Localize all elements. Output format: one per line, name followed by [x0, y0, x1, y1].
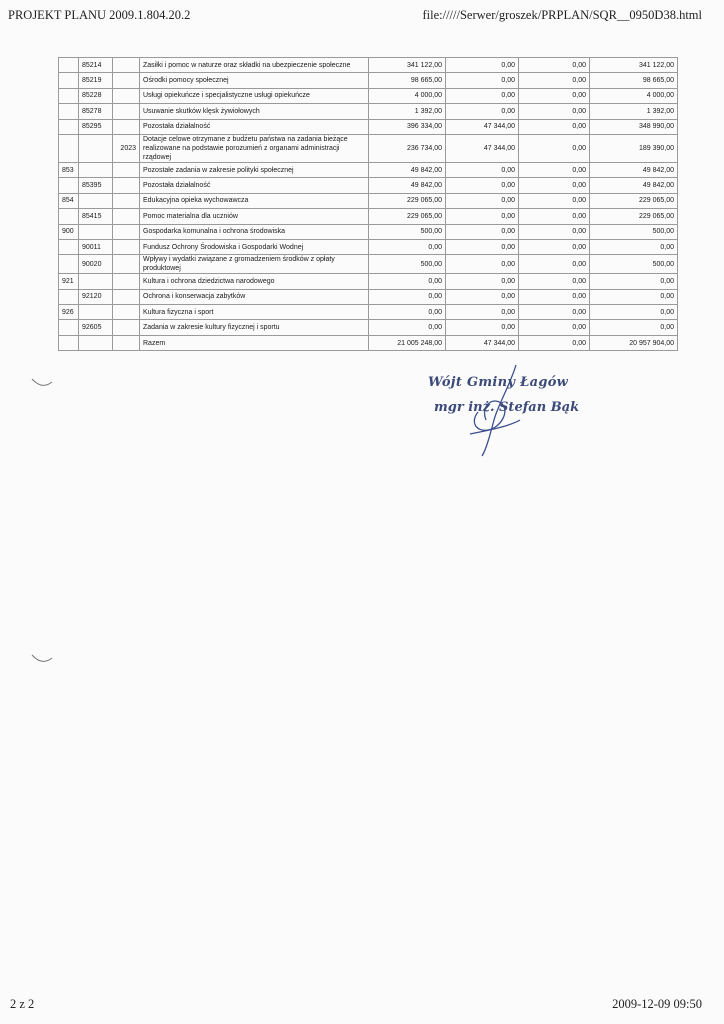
punch-mark — [30, 652, 54, 666]
amount-cell: 0,00 — [519, 88, 590, 103]
amount-cell: 0,00 — [590, 239, 678, 254]
table-row — [59, 289, 678, 304]
amount-cell: 0,00 — [446, 255, 519, 274]
table-row — [59, 239, 678, 254]
description-cell: Wpływy i wydatki związane z gromadzeniem środków z opłaty produktowej — [140, 255, 369, 274]
amount-cell: 49 842,00 — [590, 162, 678, 177]
dzial-cell — [59, 178, 79, 193]
dzial-cell: 926 — [59, 305, 79, 320]
paragraf-cell — [113, 193, 140, 208]
amount-cell: 0,00 — [446, 239, 519, 254]
paragraf-cell — [113, 239, 140, 254]
amount-cell: 0,00 — [369, 289, 446, 304]
rozdzial-cell — [79, 134, 113, 162]
amount-cell: 229 065,00 — [369, 193, 446, 208]
rozdzial-cell — [79, 162, 113, 177]
rozdzial-cell: 85228 — [79, 88, 113, 103]
rozdzial-cell — [79, 305, 113, 320]
description-cell: Fundusz Ochrony Środowiska i Gospodarki Wodnej — [140, 239, 369, 254]
amount-cell: 229 065,00 — [590, 193, 678, 208]
amount-cell: 348 990,00 — [590, 119, 678, 134]
amount-cell: 0,00 — [590, 320, 678, 335]
rozdzial-cell: 90020 — [79, 255, 113, 274]
table-row — [59, 274, 678, 289]
amount-cell: 0,00 — [446, 193, 519, 208]
table-row — [59, 58, 678, 73]
amount-cell: 0,00 — [590, 305, 678, 320]
amount-cell: 0,00 — [446, 305, 519, 320]
paragraf-cell: 2023 — [113, 134, 140, 162]
amount-cell: 49 842,00 — [369, 162, 446, 177]
paragraf-cell — [113, 305, 140, 320]
dzial-cell — [59, 335, 79, 350]
dzial-cell — [59, 239, 79, 254]
description-cell: Pozostała działalność — [140, 178, 369, 193]
amount-cell: 98 665,00 — [369, 73, 446, 88]
description-cell: Ochrona i konserwacja zabytków — [140, 289, 369, 304]
dzial-cell: 921 — [59, 274, 79, 289]
amount-cell: 0,00 — [446, 209, 519, 224]
paragraf-cell — [113, 274, 140, 289]
amount-cell: 0,00 — [519, 119, 590, 134]
table-row — [59, 255, 678, 274]
dzial-cell — [59, 119, 79, 134]
description-cell: Zasiłki i pomoc w naturze oraz składki na ubezpieczenie społeczne — [140, 58, 369, 73]
signature-name: mgr inż. Stefan Bąk — [434, 400, 580, 415]
dzial-cell — [59, 104, 79, 119]
amount-cell: 0,00 — [519, 239, 590, 254]
amount-cell: 0,00 — [519, 335, 590, 350]
amount-cell: 189 390,00 — [590, 134, 678, 162]
paragraf-cell — [113, 178, 140, 193]
amount-cell: 0,00 — [519, 178, 590, 193]
amount-cell: 500,00 — [590, 255, 678, 274]
amount-cell: 500,00 — [369, 224, 446, 239]
table-row — [59, 162, 678, 177]
dzial-cell — [59, 320, 79, 335]
paragraf-cell — [113, 88, 140, 103]
signature-office: Wójt Gminy Łagów — [428, 375, 569, 390]
amount-cell: 0,00 — [519, 58, 590, 73]
rozdzial-cell: 85214 — [79, 58, 113, 73]
description-cell: Razem — [140, 335, 369, 350]
amount-cell: 20 957 904,00 — [590, 335, 678, 350]
amount-cell: 236 734,00 — [369, 134, 446, 162]
amount-cell: 0,00 — [446, 224, 519, 239]
amount-cell: 500,00 — [590, 224, 678, 239]
amount-cell: 47 344,00 — [446, 119, 519, 134]
table-row — [59, 119, 678, 134]
amount-cell: 0,00 — [446, 178, 519, 193]
paragraf-cell — [113, 104, 140, 119]
header-file-path: file://///Serwer/groszek/PRPLAN/SQR__0950D38.html — [422, 8, 702, 22]
amount-cell: 0,00 — [590, 289, 678, 304]
amount-cell: 0,00 — [446, 289, 519, 304]
amount-cell: 0,00 — [519, 274, 590, 289]
table-row — [59, 305, 678, 320]
amount-cell: 0,00 — [519, 134, 590, 162]
amount-cell: 4 000,00 — [369, 88, 446, 103]
paragraf-cell — [113, 289, 140, 304]
header-left: PROJEKT PLANU 2009.1.804.20.2 — [8, 8, 191, 22]
dzial-cell — [59, 134, 79, 162]
amount-cell: 1 392,00 — [590, 104, 678, 119]
amount-cell: 0,00 — [369, 239, 446, 254]
description-cell: Usuwanie skutków klęsk żywiołowych — [140, 104, 369, 119]
paragraf-cell — [113, 224, 140, 239]
table-row — [59, 88, 678, 103]
table-row — [59, 104, 678, 119]
table-row — [59, 320, 678, 335]
table-row — [59, 73, 678, 88]
table-row — [59, 134, 678, 162]
description-cell: Usługi opiekuńcze i specjalistyczne usługi opiekuńcze — [140, 88, 369, 103]
paragraf-cell — [113, 119, 140, 134]
dzial-cell: 853 — [59, 162, 79, 177]
amount-cell: 0,00 — [369, 305, 446, 320]
description-cell: Pomoc materialna dla uczniów — [140, 209, 369, 224]
paragraf-cell — [113, 320, 140, 335]
amount-cell: 341 122,00 — [369, 58, 446, 73]
description-cell: Gospodarka komunalna i ochrona środowiska — [140, 224, 369, 239]
paragraf-cell — [113, 255, 140, 274]
rozdzial-cell: 85415 — [79, 209, 113, 224]
table-row — [59, 335, 678, 350]
rozdzial-cell: 92120 — [79, 289, 113, 304]
description-cell: Pozostała działalność — [140, 119, 369, 134]
amount-cell: 0,00 — [446, 88, 519, 103]
table-row — [59, 178, 678, 193]
table-row — [59, 224, 678, 239]
paragraf-cell — [113, 73, 140, 88]
rozdzial-cell: 85278 — [79, 104, 113, 119]
dzial-cell: 900 — [59, 224, 79, 239]
dzial-cell — [59, 88, 79, 103]
amount-cell: 0,00 — [446, 58, 519, 73]
description-cell: Kultura i ochrona dziedzictwa narodowego — [140, 274, 369, 289]
amount-cell: 229 065,00 — [369, 209, 446, 224]
amount-cell: 4 000,00 — [590, 88, 678, 103]
amount-cell: 0,00 — [369, 320, 446, 335]
rozdzial-cell: 85219 — [79, 73, 113, 88]
signature-stamp — [428, 375, 579, 415]
rozdzial-cell — [79, 274, 113, 289]
rozdzial-cell — [79, 193, 113, 208]
dzial-cell — [59, 255, 79, 274]
amount-cell: 0,00 — [590, 274, 678, 289]
paragraf-cell — [113, 209, 140, 224]
paragraf-cell — [113, 162, 140, 177]
amount-cell: 0,00 — [519, 193, 590, 208]
dzial-cell — [59, 209, 79, 224]
description-cell: Kultura fizyczna i sport — [140, 305, 369, 320]
amount-cell: 396 334,00 — [369, 119, 446, 134]
amount-cell: 21 005 248,00 — [369, 335, 446, 350]
page-number: 2 z 2 — [10, 997, 35, 1011]
paragraf-cell — [113, 335, 140, 350]
amount-cell: 0,00 — [369, 274, 446, 289]
amount-cell: 341 122,00 — [590, 58, 678, 73]
amount-cell: 229 065,00 — [590, 209, 678, 224]
description-cell: Zadania w zakresie kultury fizycznej i sportu — [140, 320, 369, 335]
amount-cell: 0,00 — [446, 104, 519, 119]
rozdzial-cell: 92605 — [79, 320, 113, 335]
dzial-cell — [59, 73, 79, 88]
amount-cell: 0,00 — [519, 255, 590, 274]
amount-cell: 0,00 — [446, 73, 519, 88]
table-row — [59, 193, 678, 208]
amount-cell: 0,00 — [519, 162, 590, 177]
table-row — [59, 209, 678, 224]
description-cell: Edukacyjna opieka wychowawcza — [140, 193, 369, 208]
budget-table — [58, 57, 678, 351]
amount-cell: 1 392,00 — [369, 104, 446, 119]
paragraf-cell — [113, 58, 140, 73]
amount-cell: 0,00 — [446, 320, 519, 335]
amount-cell: 0,00 — [519, 320, 590, 335]
amount-cell: 0,00 — [519, 289, 590, 304]
amount-cell: 0,00 — [519, 305, 590, 320]
dzial-cell: 854 — [59, 193, 79, 208]
print-timestamp: 2009-12-09 09:50 — [612, 997, 702, 1011]
description-cell: Ośrodki pomocy społecznej — [140, 73, 369, 88]
amount-cell: 49 842,00 — [369, 178, 446, 193]
rozdzial-cell — [79, 224, 113, 239]
dzial-cell — [59, 58, 79, 73]
amount-cell: 0,00 — [446, 162, 519, 177]
amount-cell: 49 842,00 — [590, 178, 678, 193]
amount-cell: 0,00 — [519, 209, 590, 224]
dzial-cell — [59, 289, 79, 304]
rozdzial-cell: 90011 — [79, 239, 113, 254]
description-cell: Pozostałe zadania w zakresie polityki społecznej — [140, 162, 369, 177]
amount-cell: 0,00 — [446, 274, 519, 289]
amount-cell: 0,00 — [519, 73, 590, 88]
amount-cell: 500,00 — [369, 255, 446, 274]
amount-cell: 98 665,00 — [590, 73, 678, 88]
amount-cell: 47 344,00 — [446, 134, 519, 162]
punch-mark — [30, 376, 54, 390]
amount-cell: 47 344,00 — [446, 335, 519, 350]
amount-cell: 0,00 — [519, 104, 590, 119]
description-cell: Dotacje celowe otrzymane z budżetu państwa na zadania bieżące realizowane na podstawie porozumień z organami administracji rządowej — [140, 134, 369, 162]
budget-table-body — [59, 58, 678, 351]
amount-cell: 0,00 — [519, 224, 590, 239]
rozdzial-cell — [79, 335, 113, 350]
rozdzial-cell: 85395 — [79, 178, 113, 193]
rozdzial-cell: 85295 — [79, 119, 113, 134]
